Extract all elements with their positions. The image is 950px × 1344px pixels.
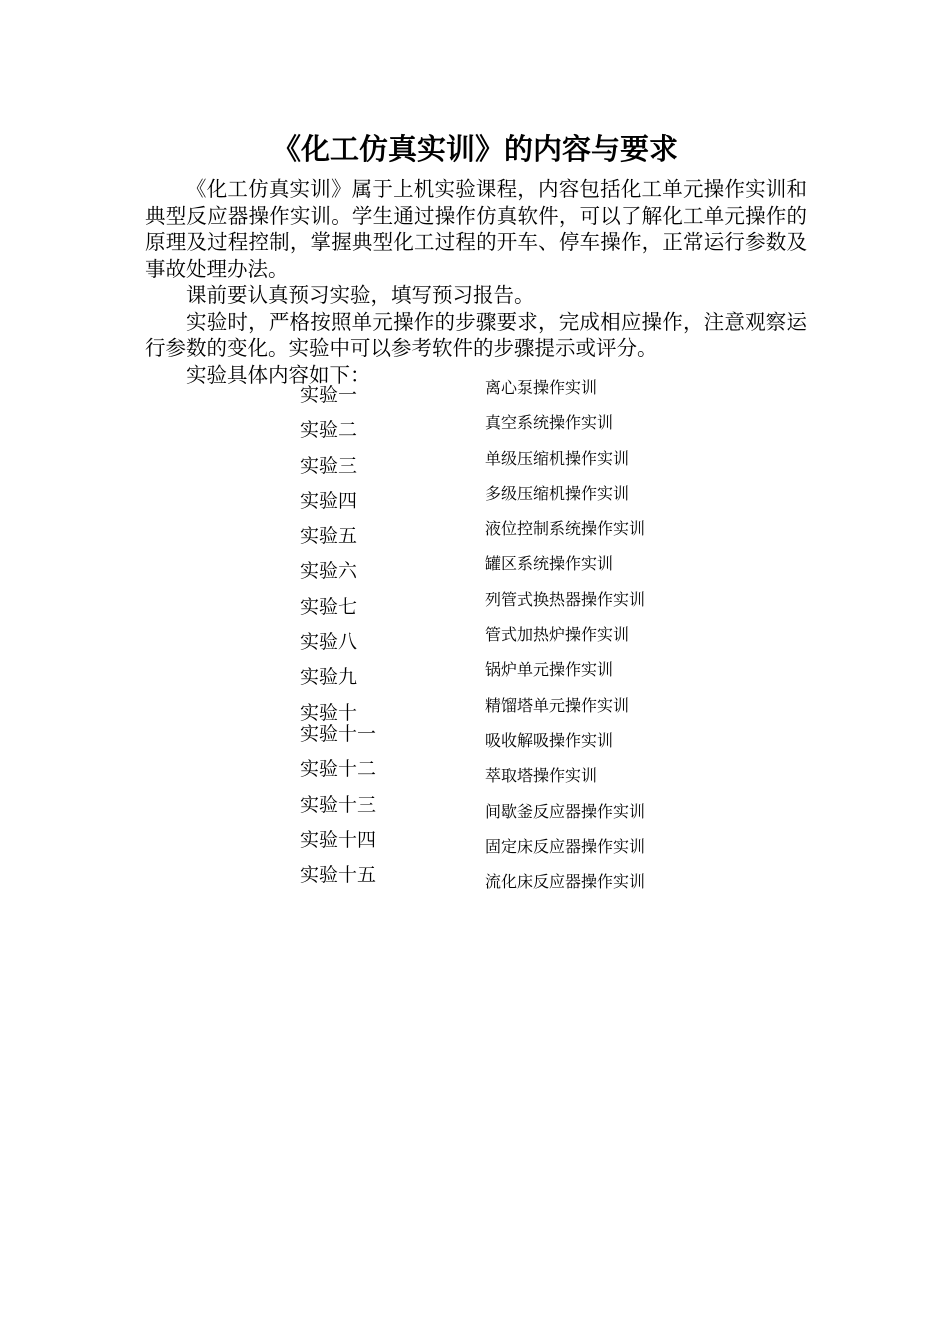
experiment-name: 锅炉单元操作实训 [485, 660, 614, 680]
experiment-number: 实验十五 [300, 864, 377, 887]
paragraph-list-intro: 实验具体内容如下： [186, 362, 371, 387]
experiment-number: 实验三 [300, 454, 358, 477]
experiment-name: 列管式换热器操作实训 [485, 589, 646, 609]
experiment-name: 管式加热炉操作实训 [485, 625, 630, 645]
experiment-number: 实验十一 [300, 722, 377, 745]
experiment-name: 真空系统操作实训 [485, 413, 614, 433]
experiment-name: 液位控制系统操作实训 [485, 519, 646, 539]
experiment-name: 流化床反应器操作实训 [485, 872, 646, 892]
experiment-name: 萃取塔操作实训 [485, 766, 598, 786]
paragraph-procedure: 实验时，严格按照单元操作的步骤要求，完成相应操作，注意观察运行参数的变化。实验中可以参考软件的步骤提示或评分。 [145, 309, 807, 360]
experiment-number: 实验十二 [300, 758, 377, 781]
experiment-number: 实验七 [300, 595, 358, 618]
experiment-number: 实验六 [300, 560, 358, 583]
body-text [145, 176, 807, 388]
page-title: 《化工仿真实训》的内容与要求 [271, 132, 678, 166]
experiment-name: 精馏塔单元操作实训 [485, 695, 630, 715]
experiment-number: 实验八 [300, 631, 358, 654]
experiment-number: 实验十四 [300, 828, 377, 851]
experiment-number: 实验二 [300, 419, 358, 442]
experiment-name: 多级压缩机操作实训 [485, 483, 630, 503]
experiment-name: 间歇釜反应器操作实训 [485, 801, 646, 821]
experiment-number: 实验四 [300, 489, 358, 512]
experiment-name: 单级压缩机操作实训 [485, 448, 630, 468]
experiment-name: 罐区系统操作实训 [485, 554, 614, 574]
experiment-name: 固定床反应器操作实训 [485, 836, 646, 856]
experiment-number: 实验十 [300, 701, 358, 724]
experiment-name: 离心泵操作实训 [485, 378, 598, 397]
experiment-number: 实验十三 [300, 793, 377, 816]
experiment-name: 吸收解吸操作实训 [485, 730, 614, 750]
experiment-number: 实验五 [300, 525, 358, 548]
experiment-number: 实验九 [300, 666, 358, 689]
experiment-number: 实验一 [300, 384, 358, 406]
paragraph-intro: 《化工仿真实训》属于上机实验课程，内容包括化工单元操作实训和典型反应器操作实训。学生通过操作仿真软件，可以了解化工单元操作的原理及过程控制，掌握典型化工过程的开车、停车操作，正常运行参数及事故处理办法。 [145, 177, 807, 281]
paragraph-preview: 课前要认真预习实验，填写预习报告。 [186, 283, 535, 307]
